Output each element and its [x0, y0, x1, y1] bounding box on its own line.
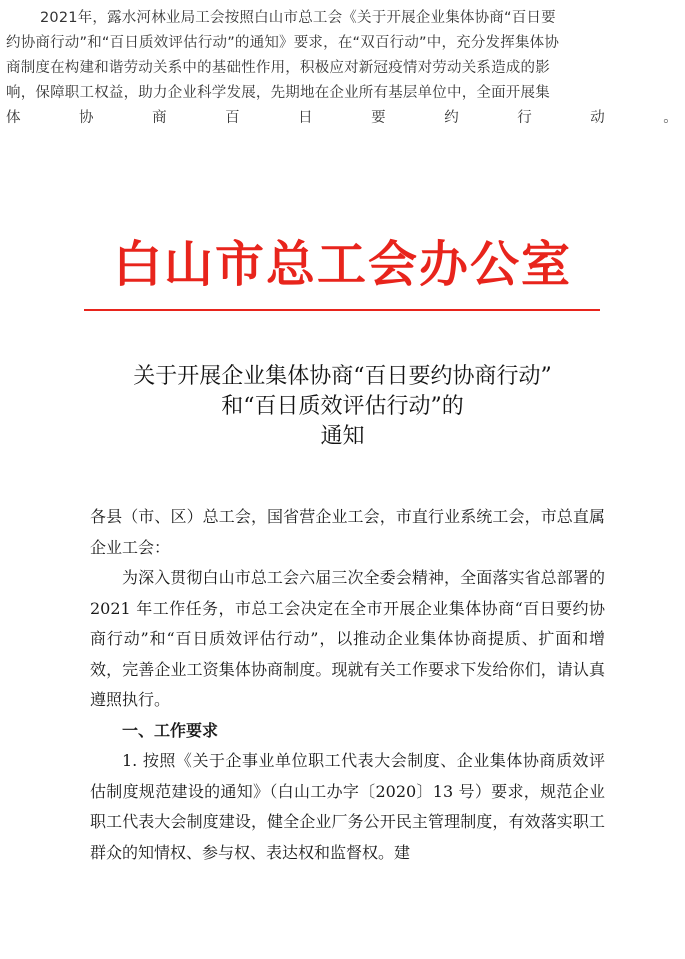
body-paragraph: 为深入贯彻白山市总工会六届三次全委会精神，全面落实省总部署的 2021 年工作任务，市总工会决定在全市开展企业集体协商“百日要约协商行动”和“百日质效评估行动”，以推动企业集体协商提质、扩面和增效，完善企业工资集体协商制度。现就有关工作要求下发给你们，请认真遵照执行。: [90, 568, 605, 709]
intro-line: 2021年，露水河林业局工会按照白山市总工会《关于开展企业集体协商“百日要: [40, 10, 556, 26]
notice-title-line: 关于开展企业集体协商“百日要约协商行动”: [133, 364, 552, 389]
section-heading: 一、工作要求: [122, 720, 219, 740]
header-divider: [84, 309, 600, 311]
notice-title-line: 通知: [320, 424, 365, 449]
list-item: 1. 按照《关于企事业单位职工代表大会制度、企业集体协商质效评估制度规范建设的通知》（白山工办字〔2020〕13 号）要求，规范企业职工代表大会制度建设，健全企业厂务公开民主管理制度，有效落实职工群众的知情权、参与权、表达权和监督权。建: [90, 751, 605, 862]
salutation: 各县（市、区）总工会，国省营企业工会，市直行业系统工会，市总直属企业工会：: [90, 507, 605, 557]
intro-last-line: 体 协 商 百 日 要 约 行 动 。: [6, 110, 678, 126]
intro-paragraph: [6, 6, 678, 131]
intro-line: 约协商行动”和“百日质效评估行动”的通知》要求，在“双百行动”中，充分发挥集体协: [6, 35, 560, 51]
notice-body: [90, 502, 605, 868]
notice-title-line: 和“百日质效评估行动”的: [221, 394, 464, 419]
document-header-title: 白山市总工会办公室: [112, 235, 572, 293]
intro-line: 商制度在构建和谐劳动关系中的基础性作用，积极应对新冠疫情对劳动关系造成的影: [6, 60, 550, 76]
intro-line: 响，保障职工权益，助力企业科学发展，先期地在企业所有基层单位中，全面开展集: [6, 85, 550, 101]
notice-title: [0, 362, 685, 452]
